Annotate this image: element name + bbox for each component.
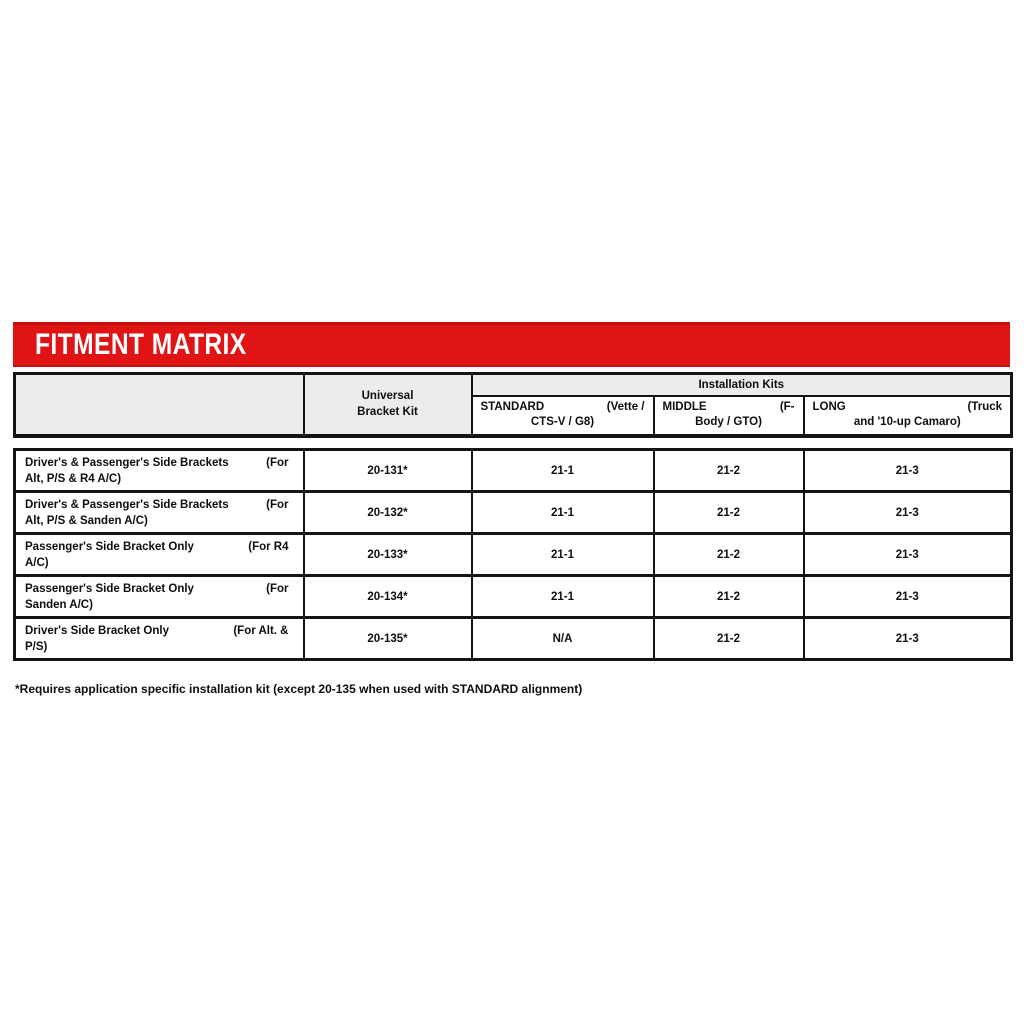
- bracket-label-main: Passenger's Side Bracket Only: [25, 582, 194, 595]
- middle-kit-cell: 21-2: [654, 534, 804, 576]
- bracket-label-cell: [15, 618, 304, 660]
- middle-column-header: [654, 396, 804, 436]
- long-header-qualifier-start: (Truck: [967, 401, 1003, 413]
- standard-kit-cell: 21-1: [472, 534, 654, 576]
- bracket-label-qualifier-start: (For R4: [248, 540, 289, 553]
- universal-bracket-kit-header: [304, 374, 472, 436]
- bracket-label-qualifier-end: A/C): [25, 556, 49, 569]
- bracket-label-main: Driver's & Passenger's Side Brackets: [25, 456, 229, 469]
- universal-kit-cell: 20-131*: [304, 450, 472, 492]
- bracket-label-cell: [15, 576, 304, 618]
- long-header-line1: [813, 400, 1003, 415]
- bracket-label-line1: [25, 623, 289, 639]
- universal-kit-cell: 20-133*: [304, 534, 472, 576]
- fitment-matrix-banner: [13, 322, 1010, 367]
- long-kit-cell: 21-3: [804, 576, 1012, 618]
- long-kit-cell: 21-3: [804, 618, 1012, 660]
- middle-header-qualifier-start: (F-: [779, 401, 795, 413]
- bracket-label-qualifier-end: Alt, P/S & Sanden A/C): [25, 514, 148, 527]
- group-header-row: [15, 374, 1012, 396]
- table-row: [15, 492, 1012, 534]
- bracket-label-line1: [25, 455, 289, 471]
- bracket-label-qualifier-start: (For: [266, 498, 289, 511]
- bracket-label-line1: [25, 497, 289, 513]
- table-row: [15, 576, 1012, 618]
- universal-header-line2: Bracket Kit: [357, 406, 418, 419]
- bracket-label-main: Driver's & Passenger's Side Brackets: [25, 498, 229, 511]
- universal-kit-cell: 20-135*: [304, 618, 472, 660]
- long-header-name: LONG: [812, 401, 846, 413]
- standard-header-line1: [481, 400, 645, 415]
- middle-kit-cell: 21-2: [654, 492, 804, 534]
- bracket-label-qualifier-start: (For: [266, 582, 289, 595]
- universal-kit-cell: 20-134*: [304, 576, 472, 618]
- long-column-header: [804, 396, 1012, 436]
- long-header-qualifier-end: and '10-up Camaro): [853, 416, 961, 428]
- table-row: [15, 534, 1012, 576]
- middle-kit-cell: 21-2: [654, 576, 804, 618]
- middle-kit-cell: 21-2: [654, 618, 804, 660]
- standard-kit-cell: 21-1: [472, 492, 654, 534]
- bracket-label-cell: [15, 450, 304, 492]
- long-kit-cell: 21-3: [804, 534, 1012, 576]
- bracket-label-main: Driver's Side Bracket Only: [25, 624, 169, 637]
- middle-header-qualifier-end: Body / GTO): [695, 416, 762, 428]
- standard-kit-cell: 21-1: [472, 450, 654, 492]
- page-title: FITMENT MATRIX: [35, 328, 247, 361]
- bracket-label-line1: [25, 539, 289, 555]
- standard-header-name: STANDARD: [480, 401, 545, 413]
- bracket-label-qualifier-end: Sanden A/C): [25, 598, 93, 611]
- table-row: [15, 450, 1012, 492]
- fitment-header-table: [13, 372, 1013, 438]
- standard-column-header: [472, 396, 654, 436]
- middle-header-name: MIDDLE: [662, 401, 707, 413]
- bracket-label-line1: [25, 581, 289, 597]
- long-kit-cell: 21-3: [804, 492, 1012, 534]
- bracket-label-main: Passenger's Side Bracket Only: [25, 540, 194, 553]
- corner-cell: [15, 374, 304, 436]
- bracket-label-qualifier-start: (For Alt. &: [233, 624, 289, 637]
- standard-header-qualifier-start: (Vette /: [606, 401, 645, 413]
- universal-kit-cell: 20-132*: [304, 492, 472, 534]
- bracket-label-cell: [15, 492, 304, 534]
- footnote: *Requires application specific installation kit (except 20-135 when used with STANDARD alignment): [15, 682, 583, 696]
- middle-header-line1: [663, 400, 795, 415]
- installation-kits-header: Installation Kits: [472, 374, 1012, 396]
- standard-header-qualifier-end: CTS-V / G8): [530, 416, 595, 428]
- table-row: [15, 618, 1012, 660]
- bracket-label-qualifier-end: P/S): [25, 640, 48, 653]
- bracket-label-qualifier-start: (For: [266, 456, 289, 469]
- bracket-label-cell: [15, 534, 304, 576]
- universal-header-line1: Universal: [361, 390, 414, 403]
- standard-kit-cell: N/A: [472, 618, 654, 660]
- standard-kit-cell: 21-1: [472, 576, 654, 618]
- middle-kit-cell: 21-2: [654, 450, 804, 492]
- fitment-data-table: [13, 448, 1013, 661]
- long-kit-cell: 21-3: [804, 450, 1012, 492]
- bracket-label-qualifier-end: Alt, P/S & R4 A/C): [25, 472, 122, 485]
